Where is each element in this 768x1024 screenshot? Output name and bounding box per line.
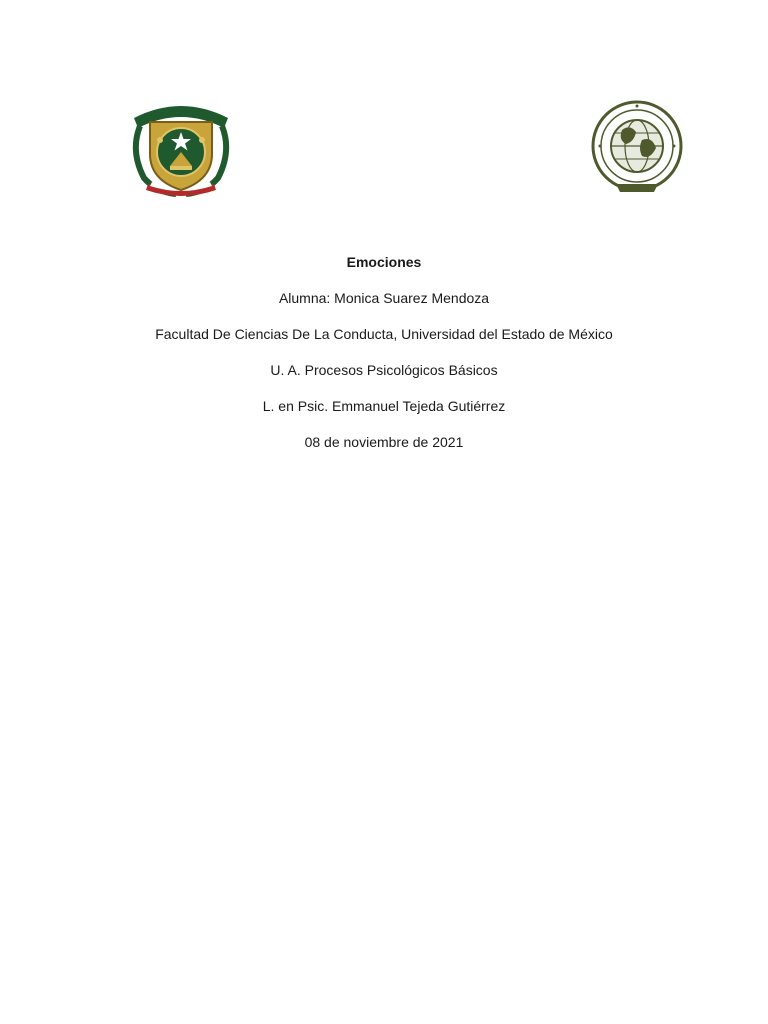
facultad-logo xyxy=(586,100,688,196)
course-name: U. A. Procesos Psicológicos Básicos xyxy=(270,362,498,378)
document-date: 08 de noviembre de 2021 xyxy=(304,434,464,450)
student-name: Alumna: Monica Suarez Mendoza xyxy=(278,290,490,306)
uaemex-logo xyxy=(126,96,236,200)
globe-emblem-icon xyxy=(586,100,688,196)
coat-of-arms-icon xyxy=(126,96,236,200)
document-title: Emociones xyxy=(346,254,422,270)
teacher-name: L. en Psic. Emmanuel Tejeda Gutiérrez xyxy=(262,398,506,414)
faculty-name: Facultad De Ciencias De La Conducta, Universidad del Estado de México xyxy=(155,326,613,342)
cover-info xyxy=(0,252,768,453)
